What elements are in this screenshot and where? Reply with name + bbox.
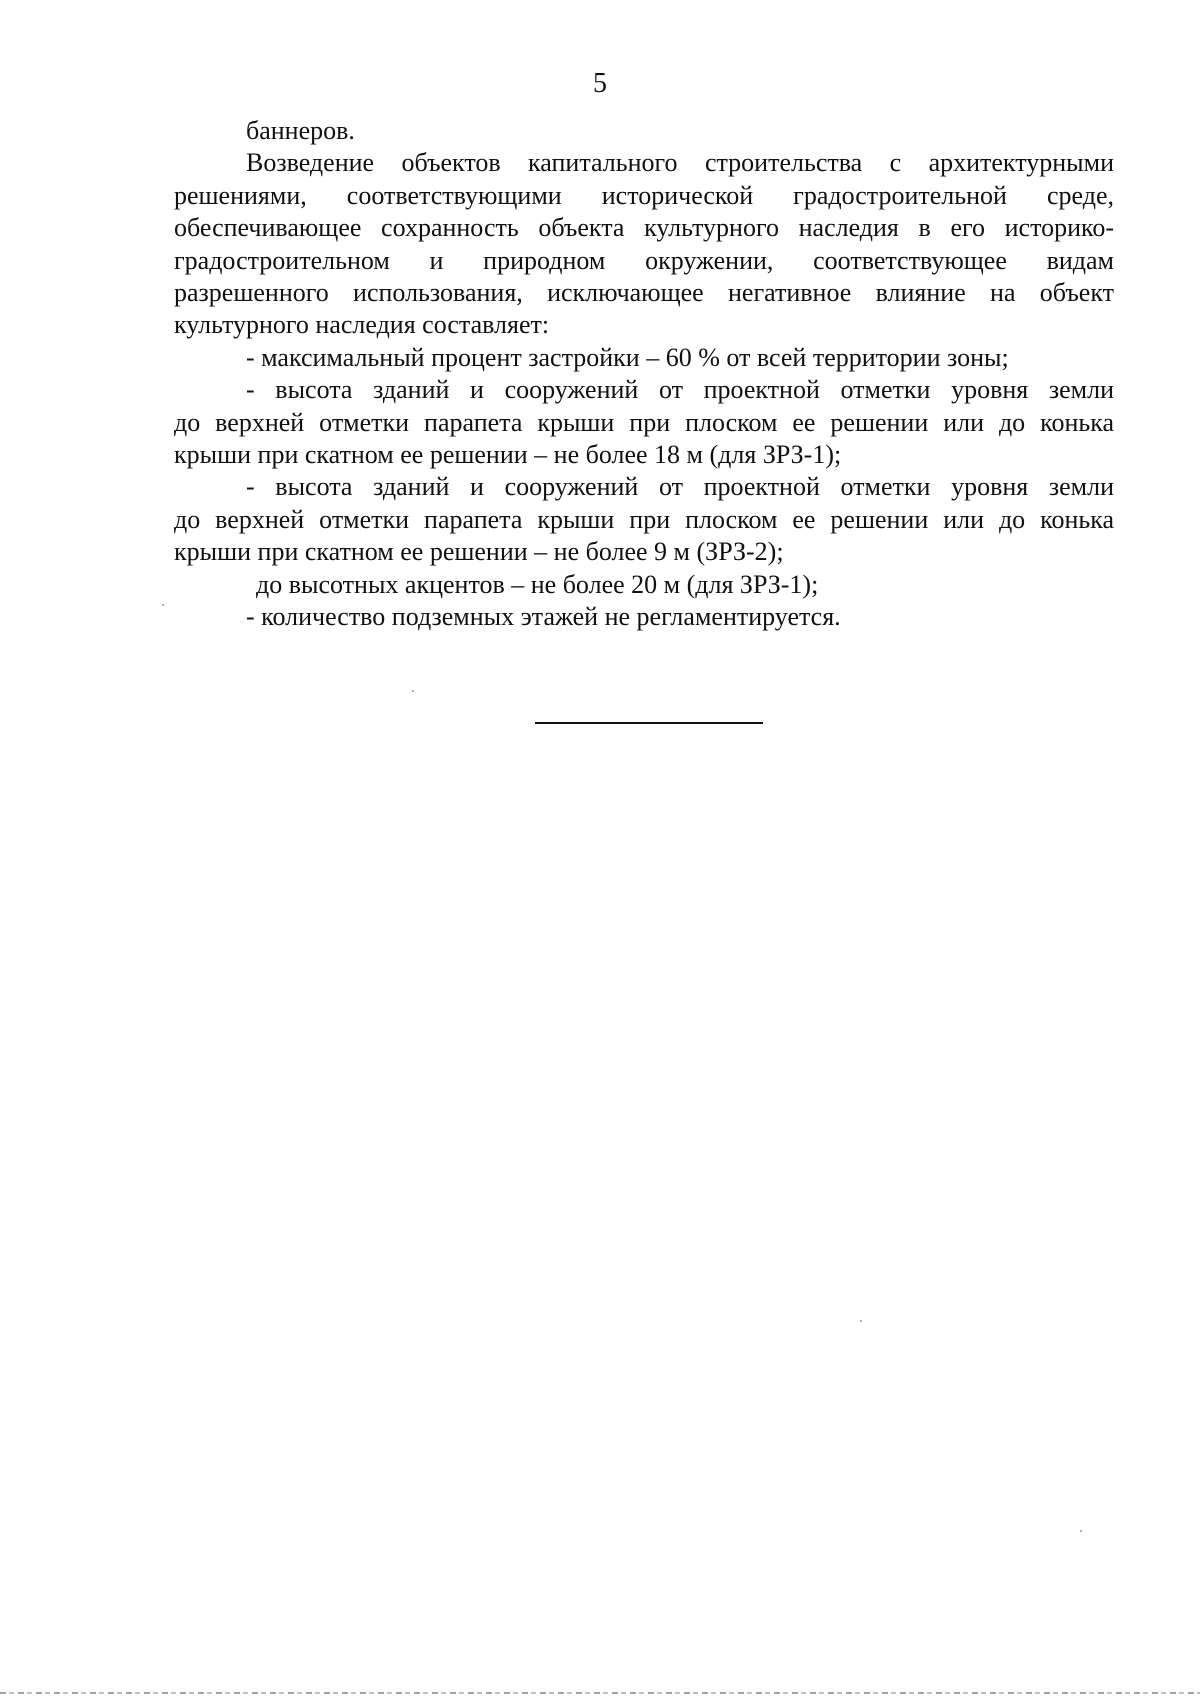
text-line: градостроительном и природном окружении, соответствующее видам (174, 245, 1114, 275)
text-line: крыши при скатном ее решении – не более 9 м (ЗРЗ-2); (174, 537, 784, 567)
list-item-text: - высота зданий и сооружений от проектной отметки уровня земли (246, 472, 1114, 502)
text-line: обеспечивающее сохранность объекта культурного наследия в его историко- (174, 213, 1114, 243)
document-body (174, 115, 1114, 634)
list-item-text: до высотных акцентов – не более 20 м (для ЗРЗ-1); (256, 569, 819, 599)
text-line: Возведение объектов капитального строительства с архитектурными (246, 148, 1114, 178)
scan-bottom-edge (0, 1692, 1200, 1694)
text-line: до верхней отметки парапета крыши при плоском ее решении или до конька (174, 504, 1114, 534)
scan-speck (1080, 1530, 1082, 1532)
end-divider-line (535, 722, 763, 724)
text-line: разрешенного использования, исключающее негативное влияние на объект (174, 278, 1114, 308)
list-item-text: - количество подземных этажей не регламентируется. (246, 602, 841, 632)
list-item-text: - высота зданий и сооружений от проектной отметки уровня земли (246, 375, 1114, 405)
scan-speck (412, 690, 414, 692)
scan-speck (162, 604, 164, 606)
text-line: культурного наследия составляет: (174, 310, 550, 340)
list-item-text: - максимальный процент застройки – 60 % от всей территории зоны; (246, 342, 1009, 372)
text-line: крыши при скатном ее решении – не более 18 м (для ЗРЗ-1); (174, 440, 842, 470)
scan-speck (860, 1320, 862, 1322)
text-line: решениями, соответствующими исторической градостроительной среде, (174, 180, 1114, 210)
page-number: 5 (593, 68, 607, 99)
text-line: баннеров. (246, 116, 355, 145)
text-line: до верхней отметки парапета крыши при плоском ее решении или до конька (174, 407, 1114, 437)
